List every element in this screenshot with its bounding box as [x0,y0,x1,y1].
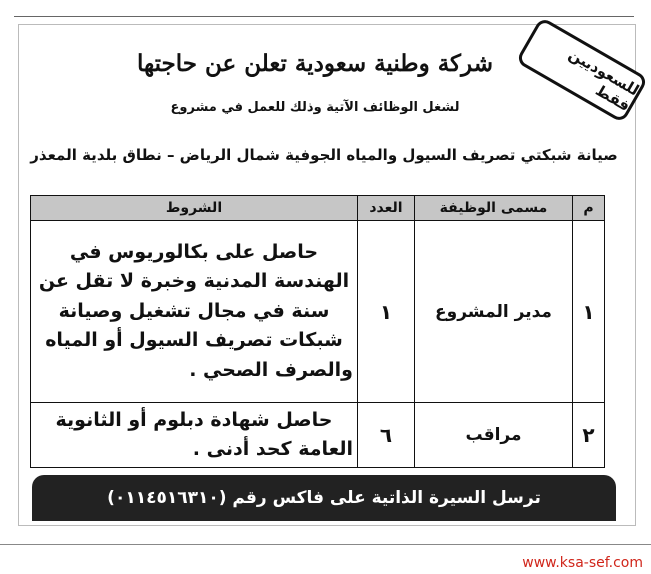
header-job-title: مسمى الوظيفة [415,196,573,221]
fax-note: ترسل السيرة الذاتية على فاكس رقم (٠١١٤٥١٦٣١٠) [107,488,541,508]
job-conditions: حاصل على بكالوريوس في الهندسة المدنية وخبرة لا تقل عن سنة في مجال تشغيل وصيانة شبكات تصريف السيول أو المياه والصرف الصحي . [31,221,358,403]
stamp-text: للسعوديين فقط [565,44,643,116]
fax-banner [32,475,616,521]
top-divider [14,16,634,17]
jobs-table [30,195,605,468]
job-title: مدير المشروع [415,221,573,403]
table-header-row [31,196,605,221]
bottom-divider [0,544,651,545]
header-num: م [573,196,605,221]
ad-subtitle: لشغل الوظائف الآتية وذلك للعمل في مشروع [170,100,460,115]
ad-title: شركة وطنية سعودية تعلن عن حاجتها [137,50,493,77]
header-count: العدد [358,196,415,221]
job-count: ٦ [358,403,415,468]
row-number: ١ [573,221,605,403]
job-title: مراقب [415,403,573,468]
header-conditions: الشروط [31,196,358,221]
job-conditions: حاصل شهادة دبلوم أو الثانوية العامة كحد أدنى . [31,403,358,468]
project-name: صيانة شبكتي تصريف السيول والمياه الجوفية شمال الرياض – نطاق بلدية المعذر [30,146,618,164]
table-row [31,221,605,403]
job-count: ١ [358,221,415,403]
row-number: ٢ [573,403,605,468]
table-row [31,403,605,468]
site-watermark-link[interactable]: www.ksa-sef.com [522,555,643,571]
